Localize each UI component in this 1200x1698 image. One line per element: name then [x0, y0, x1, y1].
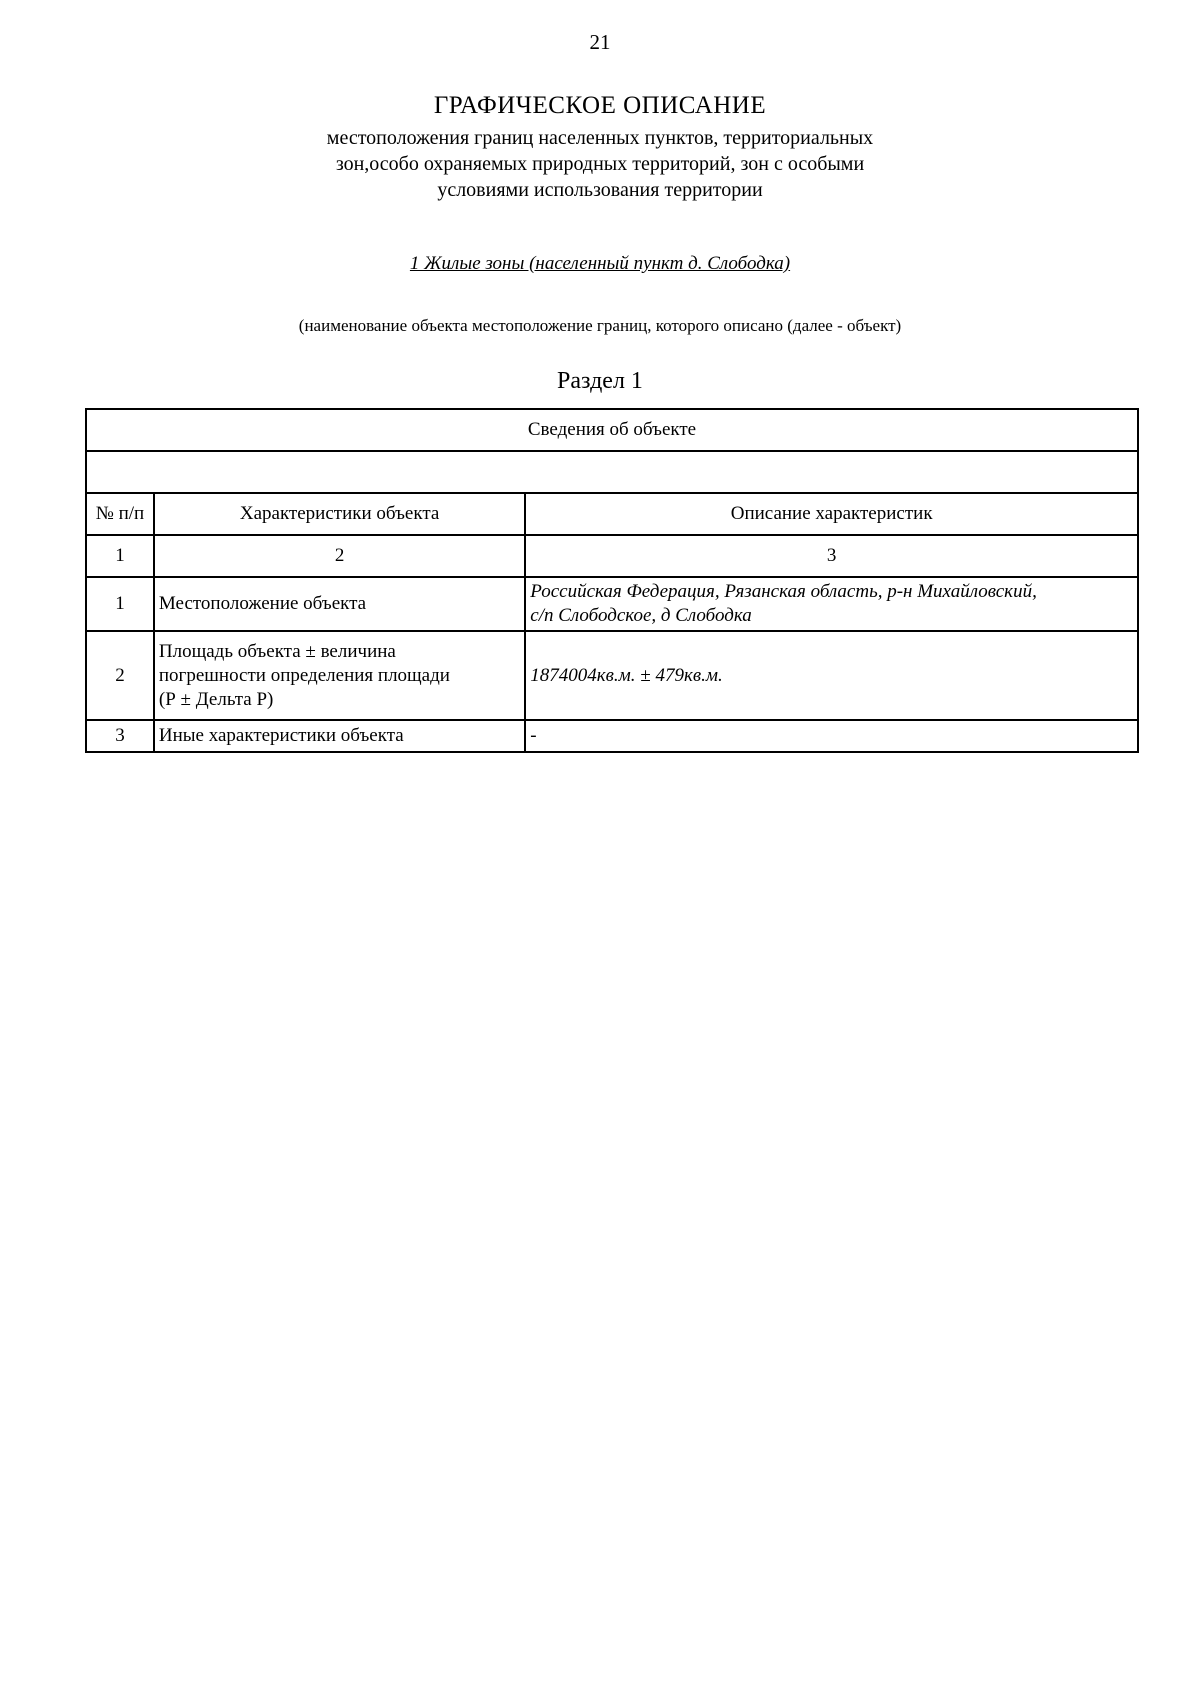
subtitle-line: местоположения границ населенных пунктов, территориальных — [326, 127, 874, 149]
column-header-description: Описание характеристик — [525, 493, 1138, 535]
table-column-numbers — [86, 535, 1138, 577]
characteristic-line: Площадь объекта ± величина — [158, 640, 396, 662]
description-line: 1874004кв.м. ± 479кв.м. — [530, 664, 723, 686]
table-empty-cell — [86, 451, 1138, 493]
row-number: 2 — [86, 631, 154, 720]
row-description — [525, 577, 1138, 631]
document-subtitle — [0, 125, 1200, 203]
table-empty-row — [86, 451, 1138, 493]
table-header: Сведения об объекте — [86, 409, 1138, 451]
description-line: - — [530, 725, 537, 746]
description-line: Российская Федерация, Рязанская область, р-н Михайловский, — [530, 581, 1037, 602]
row-number: 3 — [86, 720, 154, 752]
table-row — [86, 720, 1138, 752]
column-header-characteristic: Характеристики объекта — [154, 493, 525, 535]
table-row — [86, 577, 1138, 631]
row-number: 1 — [86, 577, 154, 631]
section-title: Раздел 1 — [557, 368, 643, 394]
row-characteristic — [154, 577, 525, 631]
column-header-num: № п/п — [86, 493, 154, 535]
column-number: 2 — [154, 535, 525, 577]
column-number: 3 — [525, 535, 1138, 577]
row-description — [525, 631, 1138, 720]
table-column-headers — [86, 493, 1138, 535]
characteristic-line: Местоположение объекта — [158, 593, 367, 614]
object-info-table — [85, 408, 1139, 753]
page-number: 21 — [589, 30, 611, 54]
document-title: ГРАФИЧЕСКОЕ ОПИСАНИЕ — [433, 92, 767, 119]
characteristic-line: Иные характеристики объекта — [158, 725, 404, 746]
row-characteristic — [154, 720, 525, 752]
object-name-text: 1 Жилые зоны (населенный пункт д. Слободка) — [409, 253, 791, 274]
subtitle-line: зон,особо охраняемых природных территорий, зон с особыми — [335, 153, 865, 175]
description-line: с/п Слободское, д Слободка — [530, 605, 752, 626]
table-header-row — [86, 409, 1138, 451]
subtitle-line: условиями использования территории — [437, 179, 763, 201]
object-name — [0, 253, 1200, 275]
object-caption: (наименование объекта местоположение границ, которого описано (далее - объект) — [298, 316, 902, 335]
row-description — [525, 720, 1138, 752]
characteristic-line: (Р ± Дельта Р) — [158, 688, 274, 710]
column-number: 1 — [86, 535, 154, 577]
row-characteristic — [154, 631, 525, 720]
table-row — [86, 631, 1138, 720]
characteristic-line: погрешности определения площади — [158, 664, 450, 686]
